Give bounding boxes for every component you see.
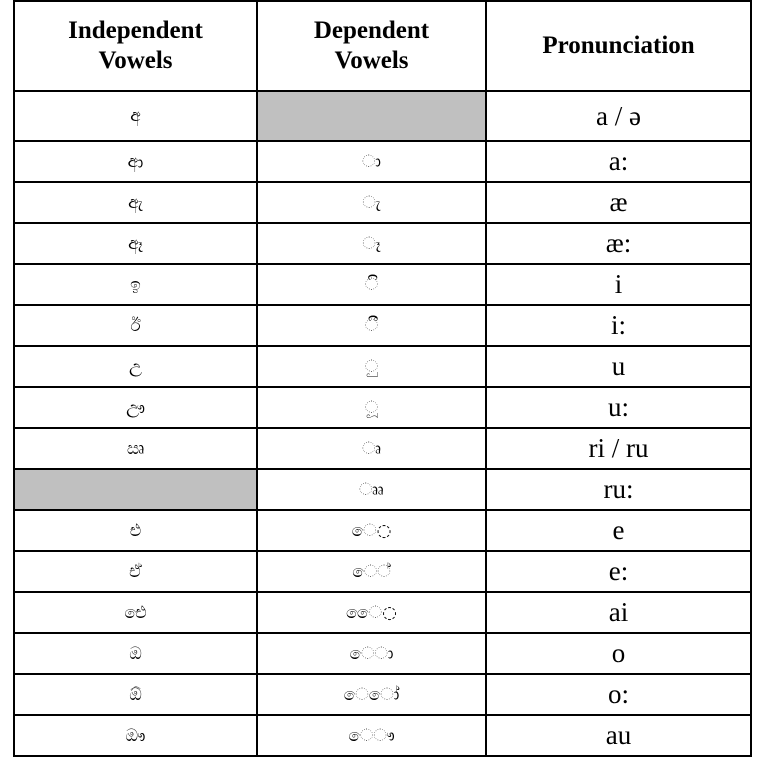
dependent-vowel-cell: ◌ූ <box>257 387 486 428</box>
dependent-vowel-cell: ◌ු <box>257 346 486 387</box>
pronunciation-cell: æ <box>486 182 751 223</box>
pronunciation-cell: a: <box>486 141 751 182</box>
header-row <box>14 1 751 91</box>
header-independent-line-2: Vowels <box>98 47 173 74</box>
pronunciation-cell: u <box>486 346 751 387</box>
independent-vowel-cell: ආ <box>14 141 257 182</box>
sinhala-vowel-table <box>13 0 752 757</box>
table-row <box>14 633 751 674</box>
table-row <box>14 346 751 387</box>
dependent-vowel-cell: ◌ෑ <box>257 223 486 264</box>
independent-vowel-cell: අ <box>14 91 257 141</box>
dependent-vowel-cell: ◌ා <box>257 141 486 182</box>
independent-vowel-cell: ඉ <box>14 264 257 305</box>
table-row <box>14 91 751 141</box>
table-row <box>14 305 751 346</box>
independent-vowel-cell: ඖ <box>14 715 257 756</box>
dependent-vowel-cell: ◌ෘ <box>257 428 486 469</box>
pronunciation-cell: au <box>486 715 751 756</box>
dependent-vowel-cell: ◌ෲ <box>257 469 486 510</box>
table-row <box>14 428 751 469</box>
pronunciation-cell: u: <box>486 387 751 428</box>
table-row <box>14 182 751 223</box>
header-pronunciation: Pronunciation <box>486 1 751 91</box>
dependent-vowel-cell: ෛ◌ <box>257 592 486 633</box>
header-dependent-line-1: Dependent <box>313 17 430 44</box>
table-body <box>14 91 751 756</box>
table-row <box>14 223 751 264</box>
pronunciation-cell: e <box>486 510 751 551</box>
pronunciation-cell: ri / ru <box>486 428 751 469</box>
pronunciation-cell: e: <box>486 551 751 592</box>
independent-vowel-cell: ඊ <box>14 305 257 346</box>
dependent-vowel-cell: ෙ◌් <box>257 551 486 592</box>
pronunciation-cell: i: <box>486 305 751 346</box>
table-row <box>14 674 751 715</box>
header-dependent-vowels <box>257 1 486 91</box>
pronunciation-cell: a / ə <box>486 91 751 141</box>
independent-vowel-cell: ඕ <box>14 674 257 715</box>
table-row <box>14 469 751 510</box>
table-row <box>14 715 751 756</box>
table-header <box>14 1 751 91</box>
independent-vowel-cell: උ <box>14 346 257 387</box>
dependent-vowel-cell: ෙ◌ <box>257 510 486 551</box>
pronunciation-cell: æ: <box>486 223 751 264</box>
independent-vowel-cell: ඓ <box>14 592 257 633</box>
independent-vowel-cell: ඈ <box>14 223 257 264</box>
dependent-vowel-cell: ◌ී <box>257 305 486 346</box>
dependent-vowel-cell: ෙ◌ා <box>257 633 486 674</box>
empty-shaded-cell <box>14 469 257 510</box>
independent-vowel-cell: එ <box>14 510 257 551</box>
table-row <box>14 387 751 428</box>
independent-vowel-cell: ඒ <box>14 551 257 592</box>
header-independent-vowels <box>14 1 257 91</box>
dependent-vowel-cell: ෙ◌ෝ <box>257 674 486 715</box>
table-row <box>14 551 751 592</box>
independent-vowel-cell: ඌ <box>14 387 257 428</box>
pronunciation-cell: o: <box>486 674 751 715</box>
table-row <box>14 592 751 633</box>
header-dependent-line-2: Vowels <box>334 47 409 74</box>
dependent-vowel-cell: ◌ි <box>257 264 486 305</box>
dependent-vowel-cell: ෙ◌ෟ <box>257 715 486 756</box>
table-row <box>14 510 751 551</box>
independent-vowel-cell: ඍ <box>14 428 257 469</box>
empty-shaded-cell <box>257 91 486 141</box>
table-row <box>14 264 751 305</box>
independent-vowel-cell: ඔ <box>14 633 257 674</box>
pronunciation-cell: ru: <box>486 469 751 510</box>
header-independent-line-1: Independent <box>68 17 203 44</box>
dependent-vowel-cell: ◌ැ <box>257 182 486 223</box>
pronunciation-cell: i <box>486 264 751 305</box>
independent-vowel-cell: ඇ <box>14 182 257 223</box>
pronunciation-cell: ai <box>486 592 751 633</box>
table-row <box>14 141 751 182</box>
pronunciation-cell: o <box>486 633 751 674</box>
